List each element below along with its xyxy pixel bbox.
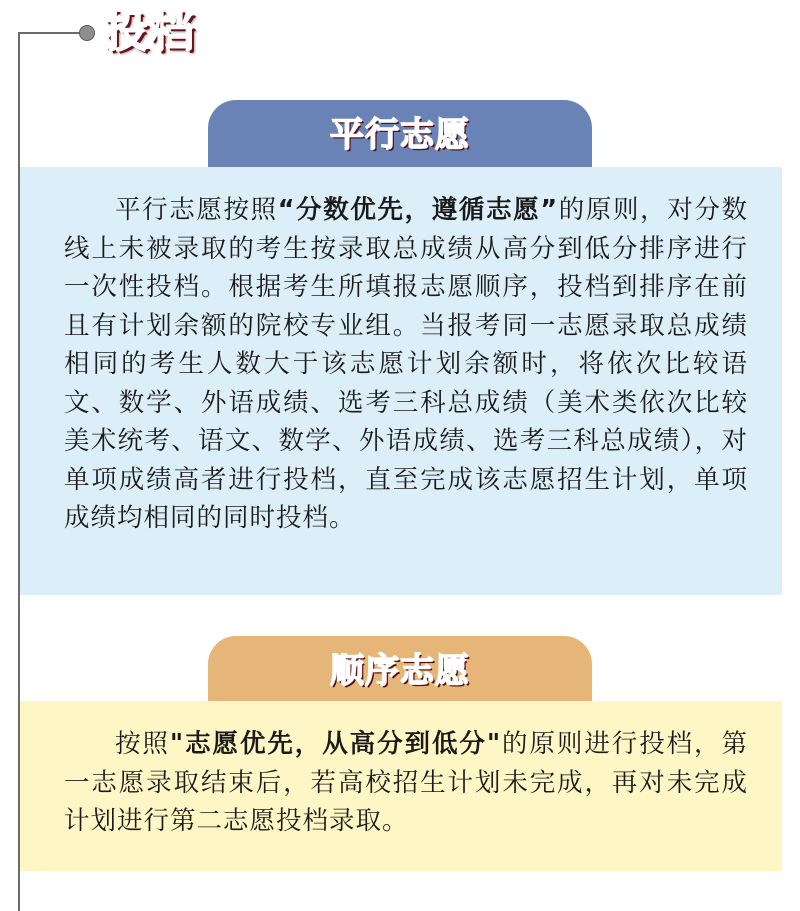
sequential-text-rest: 的原则进行投档，第一志愿录取结束后，若高校招生计划未完成，再对未完成计划进行第二志愿投档录取。 — [64, 729, 748, 836]
sequential-emphasis: "志愿优先，从高分到低分" — [169, 729, 502, 759]
parallel-text-rest: 的原则，对分数线上未被录取的考生按录取总成绩从高分到低分排序进行一次性投档。根据考生所填报志愿顺序，投档到排序在前且有计划余额的院校专业组。当报考同一志愿录取总成绩相同的考生人数大于该志愿计划余额时，将依次比较语文、数学、外语成绩、选考三科总成绩（美术类依次比较美术统考、语文、数学、外语成绩、选考三科总成绩），对单项成绩高者进行投档，直至完成该志愿招生计划，单项成绩均相同的同时投档。 — [64, 195, 748, 533]
sequential-title: 顺序志愿 — [330, 651, 470, 691]
sequential-panel — [20, 701, 782, 871]
timeline-connector — [18, 32, 82, 34]
sequential-tab — [208, 636, 592, 704]
sequential-text-lead: 按照 — [115, 729, 170, 759]
parallel-body — [64, 191, 748, 538]
parallel-text-lead: 平行志愿按照 — [115, 195, 278, 225]
parallel-emphasis: “分数优先，遵循志愿” — [277, 195, 559, 225]
sequential-body — [64, 725, 748, 841]
section-title: 投档 — [104, 6, 196, 57]
parallel-panel — [20, 167, 782, 595]
timeline-bullet — [79, 25, 95, 41]
parallel-title: 平行志愿 — [330, 115, 470, 155]
parallel-tab — [208, 100, 592, 168]
